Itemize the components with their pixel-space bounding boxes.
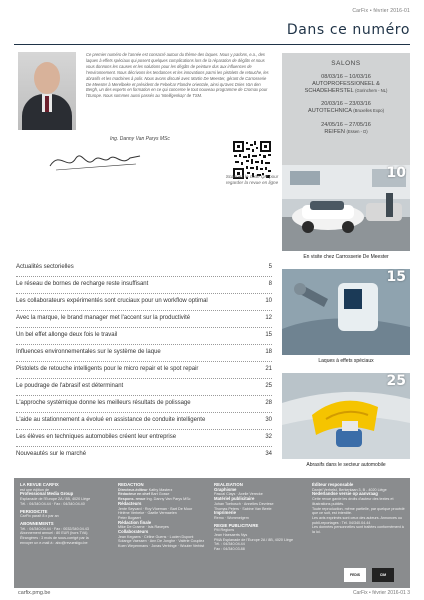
toc-title: Les élèves en techniques automobiles créent leur entreprise (16, 434, 177, 440)
salon-place: (Bruxelles Expo) (353, 108, 385, 114)
salon-event (282, 122, 410, 136)
toc-separator (16, 378, 272, 379)
toc-item[interactable] (16, 264, 272, 276)
qr-caption: Scannez le code QR pour regarder la revue en ligne (225, 174, 279, 185)
toc-item[interactable] (16, 417, 272, 429)
feature-caption: Abrasifs dans le secteur automobile (306, 462, 386, 468)
cim-logo: CIM (372, 568, 394, 582)
author-photo (18, 52, 76, 130)
toc-page: 12 (265, 315, 272, 321)
colophon-publisher: LA REVUE CARFIX est une édition de Professional Media Group Esplanade de l'Europe 2A / 8B, 4020 Liège Tél. : 04/340.04.44 · Fax : 04/340.04.40 PERIODICITE CarFix paraît 8 x par an ABONNEMENTS Tél. : 04/340.04.44 · Fax : 0032/340.04.43 Abonnement annuel : 80 EUR (hors TVA) Étrangères : 3 mois de sous-corrigé par la envoyer un e-mail à : abo@revuestigo.be (20, 482, 91, 545)
salon-place: (Essen - D) (346, 128, 368, 134)
salon-name: REIFEN (324, 128, 345, 135)
feature-page-number: 25 (386, 373, 406, 389)
toc-item[interactable] (16, 281, 272, 293)
toc-page: 8 (268, 281, 272, 287)
feature-caption: En visite chez Carrosserie De Meester (303, 254, 389, 260)
header-rule (14, 44, 410, 45)
toc-item[interactable] (16, 366, 272, 378)
toc-title: Nouveautés sur le marché (16, 451, 87, 457)
salon-dates: 08/03/16 – 10/03/16 (321, 74, 371, 80)
issue-meta: CarFix • février 2016-01 (352, 8, 410, 14)
toc-title: Un bel effet allonge deux fois le travail (16, 332, 118, 338)
feature-page-number: 10 (386, 165, 406, 181)
signature-name: Ing. Danny Van Parys MSc (110, 136, 170, 142)
colophon-production: REALISATION Graphisme Pascal Clays · Axelle Verecke Matériel publicitaire Johan Toebosch · Annelies Devriese Thomas Peters · Sabine Van Beele Imprimerie Remo · Wommelgem REGIE PUBLICITAIRE PM Regions Jean Haesaerts Nys PMA Esplanade de l'Europe 2A / 8B, 4020 Liège Tél. : 04/340.04.44 Fax : 04/340.03.88 (214, 482, 294, 552)
toc-item[interactable] (16, 332, 272, 344)
feature-caption: Laques à effets spéciaux (318, 358, 374, 364)
toc-item[interactable] (16, 349, 272, 361)
feature-image-garage[interactable] (282, 165, 410, 251)
handwritten-signature (46, 146, 146, 176)
toc-page: 10 (265, 298, 272, 304)
toc-item[interactable] (16, 400, 272, 412)
page-footer-meta: CarFix • février 2016-01 3 (352, 590, 410, 596)
toc-item[interactable] (16, 451, 272, 463)
toc-page: 30 (265, 417, 272, 423)
toc-separator (16, 293, 272, 294)
toc-title: L'aide au stationnement a évolué en assistance de conduite intelligente (16, 417, 206, 423)
toc-page: 28 (265, 400, 272, 406)
toc-title: Pistolets de retouche intelligents pour le micro repair et le spot repair (16, 366, 199, 372)
salon-event (282, 101, 410, 115)
toc-page: 21 (265, 366, 272, 372)
toc-separator (16, 446, 272, 447)
toc-title: Le réseau de bornes de recharge reste insuffisant (16, 281, 149, 287)
toc-separator (16, 276, 272, 277)
toc-item[interactable] (16, 298, 272, 310)
colophon-editorial: REDACTION Directeur-éditeur Kathy Masterz Rédacteur en chef Bart Gosse Respons. revue Ing. Danny Van Parys MSc Rédacteurs Jente Seyvard · Roy Vloeman · Bart De Moor Hélène Verbeke · Gaelle Vermaelen Peter Bogaert Rédaction finale Mike De Craene · Isis Raveyes Collaborateurs Jean Kegaers · Céline Guens · Lucien Dupont Solange Vaessen · Ann De Jonghe · Valérie Couplez Koen Weyenmans · Jonas Verbinge · Wouter Verbist (118, 482, 205, 549)
page-title: Dans ce numéro (286, 22, 410, 38)
feature-image-abrasives[interactable] (282, 373, 410, 459)
toc-page: 15 (265, 332, 272, 338)
salon-dates: 24/05/16 – 27/05/16 (321, 121, 371, 128)
website-link[interactable]: carfix.pmg.be (18, 590, 51, 596)
toc-page: 34 (265, 451, 272, 457)
toc-title: Le poudrage de l'abrasif est déterminant (16, 383, 124, 389)
toc-page: 5 (268, 264, 272, 270)
toc-title: Avec la marque, le brand manager met l'accent sur la productivité (16, 315, 191, 321)
colophon (14, 478, 410, 588)
toc-separator (16, 327, 272, 328)
toc-item[interactable] (16, 315, 272, 327)
fedis-logo: FEDIS (344, 568, 366, 582)
toc-title: Influences environnementales sur le système de laque (16, 349, 161, 355)
salon-place: (Gorinchem - NL) (355, 87, 388, 93)
toc-page: 32 (265, 434, 272, 440)
toc-item[interactable] (16, 434, 272, 446)
salons-heading: SALONS (331, 60, 361, 67)
toc-page: 18 (265, 349, 272, 355)
toc-item[interactable] (16, 383, 272, 395)
salon-name: AUTOTECHNICA (307, 108, 352, 115)
feature-image-painting[interactable] (282, 269, 410, 355)
feature-page-number: 15 (386, 269, 406, 285)
salon-event (282, 74, 410, 94)
toc-title: Actualités sectorielles (16, 264, 74, 270)
toc-separator (16, 310, 272, 311)
toc-separator (16, 412, 272, 413)
toc-separator (16, 361, 272, 362)
toc-title: L'approche systémique donne les meilleurs résultats de polissage (16, 400, 191, 406)
toc-separator (16, 395, 272, 396)
salon-name-2: SCHADEHERSTEL (304, 87, 354, 94)
toc-separator (16, 344, 272, 345)
toc-page: 25 (265, 383, 272, 389)
salon-dates: 20/03/16 – 23/03/16 (321, 101, 371, 108)
editorial-text: Ce premier numéro de l'année est consacré autour du thème des laques. Nous y parlons, e.a., des laques à effets spéciaux qui posent quelques complications lors de la réparation de dégâts et nous vous donnons les causes et les solutions pour les dégâts de peinture dus aux influences de l'environnement. Nous décrivons les tendances et les innovations parmi les pistolets de retouche, les abrasifs et les machines à polir. Nous avons discuté avec Martin De Meester, gérant de Carrosserie De Meester à Merelbeke et président de Febelcar Flandre orientale, ainsi qu'avec Dries Van den Bergh, un des experts en formation en ce qui concerne le tout nouveau programme de Cromax pour l'Europe. Nous sommes aussi passés au 'Intelligenkap' de TSM. (86, 52, 269, 99)
colophon-legal: Éditeur responsable Daniel Verhelst, Berkenlaan 3, B - 4020 Liège Nederlandse versie op aanvraag Cette revue garde les droits d'auteur des textes et illustrations publiés. Toute reproduction, même partielle, par quelque procédé que ce soit, est interdite. Les avis exprimés sont ceux des auteurs. Annonces ou publi-reportages : Tél. 04/340.04.44 Les données personnelles sont traitées conformément à la loi. (312, 482, 405, 535)
toc-separator (16, 429, 272, 430)
salon-name: AUTOPROFESSIONEEL & (312, 80, 380, 87)
toc-title: Les collaborateurs expérimentés sont cruciaux pour un workflow optimal (16, 298, 208, 304)
